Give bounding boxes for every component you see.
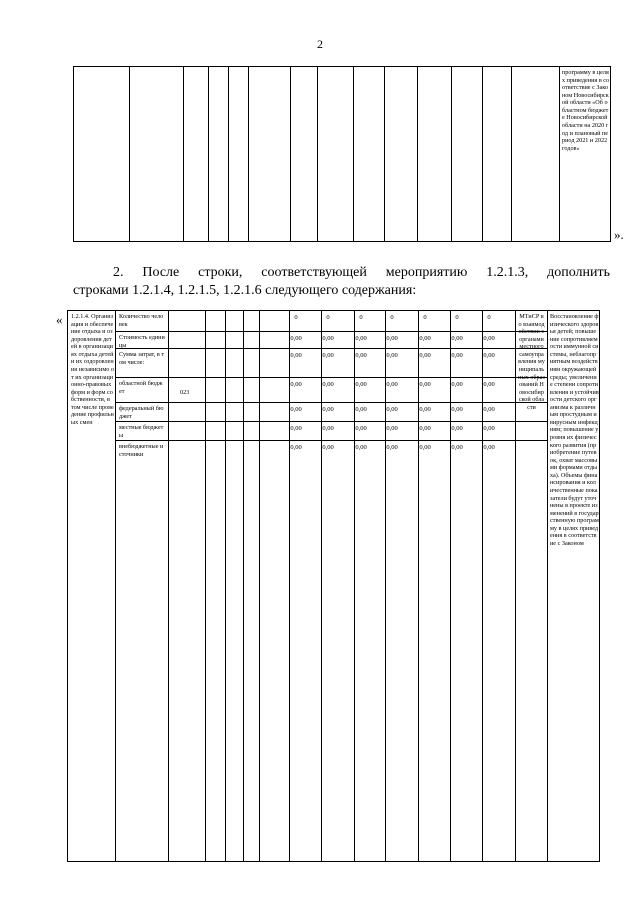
row-value: 0,00 — [322, 381, 334, 388]
row-value: 0,00 — [290, 335, 302, 342]
closing-quote: ». — [614, 227, 624, 242]
top-table-result-text: программу в целях приведения в соответствие с Законом Новосибирской области «Об областном бюджете Новосибирской области на 2020 год и плановый период 2021 и 2022 годов» — [562, 69, 610, 152]
row-value: 0,00 — [290, 425, 302, 432]
row-value: 0,00 — [355, 425, 367, 432]
row-value: 0,00 — [290, 444, 302, 451]
row-value: 0,00 — [451, 425, 463, 432]
row-value: 0 — [423, 314, 427, 321]
row-value: 0,00 — [483, 381, 495, 388]
row-value: 0,00 — [386, 444, 398, 451]
row-code: 023 — [180, 389, 190, 396]
row-value: 0,00 — [483, 335, 495, 342]
row-value: 0,00 — [451, 352, 463, 359]
row-value: 0,00 — [386, 381, 398, 388]
row-value: 0,00 — [290, 381, 302, 388]
row-label: Сумма затрат, в том числе: — [119, 351, 165, 366]
row-value: 0,00 — [355, 381, 367, 388]
row-value: 0,00 — [322, 444, 334, 451]
row-value: 0 — [390, 314, 394, 321]
row-value: 0 — [487, 314, 491, 321]
expected-result: Восстановление физического здоровья детей; повышение сопротивляемости иммунной системы, неблагоприятным воздействиям окружающей среды; увеличение степени сопротивления и устойчивости детского организма к различным простудным и вирусным инфекциям; повышение уровня их физического развития (приобретение путевок, охват массовыми формами отдыха). Объемы финансирования и количественные показатели будут уточнены в проекте изменений в государственную программу в целях приведения в соответствие с Законом — [550, 313, 599, 547]
row-value: 0,00 — [386, 406, 398, 413]
measure-table — [67, 310, 600, 862]
measure-name: 1.2.1.4. Организация и обеспечение отдыха и оздоровления детей в организациях отдыха детей и их оздоровления независимо от их организационно-правовых форм и форм собственности, в том числе проведение профильных смен — [71, 313, 114, 426]
row-value: 0,00 — [355, 444, 367, 451]
row-value: 0,00 — [355, 335, 367, 342]
row-value: 0 — [359, 314, 363, 321]
amendment-line-2: строками 1.2.1.4, 1.2.1.5, 1.2.1.6 следующего содержания: — [73, 283, 417, 298]
executor: МТиСР во взаимодействии с органами местного самоуправления муниципальных образований Новосибирской области — [518, 313, 545, 411]
row-label: местные бюджеты — [119, 424, 164, 439]
row-value: 0,00 — [483, 406, 495, 413]
row-value: 0,00 — [483, 425, 495, 432]
row-label: областной бюджет — [119, 380, 163, 395]
continuation-table — [73, 66, 611, 242]
row-value: 0,00 — [483, 352, 495, 359]
row-label: внебюджетные источники — [119, 443, 164, 458]
row-value: 0,00 — [483, 444, 495, 451]
row-value: 0 — [326, 314, 330, 321]
row-value: 0,00 — [419, 381, 431, 388]
row-label: федеральный бюджет — [119, 405, 164, 420]
row-label: Стоимость единицы — [119, 334, 165, 349]
row-value: 0,00 — [419, 335, 431, 342]
row-value: 0,00 — [355, 406, 367, 413]
row-value: 0,00 — [290, 406, 302, 413]
row-value: 0,00 — [386, 425, 398, 432]
row-value: 0,00 — [290, 352, 302, 359]
row-value: 0,00 — [322, 352, 334, 359]
amendment-line-1: 2. После строки, соответствующей мероприятию 1.2.1.3, дополнить — [113, 265, 610, 280]
row-value: 0,00 — [419, 406, 431, 413]
row-value: 0 — [294, 314, 298, 321]
row-value: 0,00 — [322, 425, 334, 432]
row-value: 0,00 — [419, 425, 431, 432]
row-value: 0,00 — [322, 406, 334, 413]
row-value: 0,00 — [451, 406, 463, 413]
page-number: 2 — [317, 37, 323, 51]
row-label: Количество человек — [119, 313, 164, 328]
row-value: 0,00 — [419, 352, 431, 359]
row-value: 0,00 — [355, 352, 367, 359]
row-value: 0,00 — [386, 352, 398, 359]
row-value: 0,00 — [386, 335, 398, 342]
row-value: 0,00 — [451, 444, 463, 451]
row-value: 0,00 — [451, 381, 463, 388]
row-value: 0,00 — [322, 335, 334, 342]
row-value: 0,00 — [419, 444, 431, 451]
opening-quote: « — [56, 312, 63, 327]
row-value: 0 — [455, 314, 459, 321]
row-value: 0,00 — [451, 335, 463, 342]
